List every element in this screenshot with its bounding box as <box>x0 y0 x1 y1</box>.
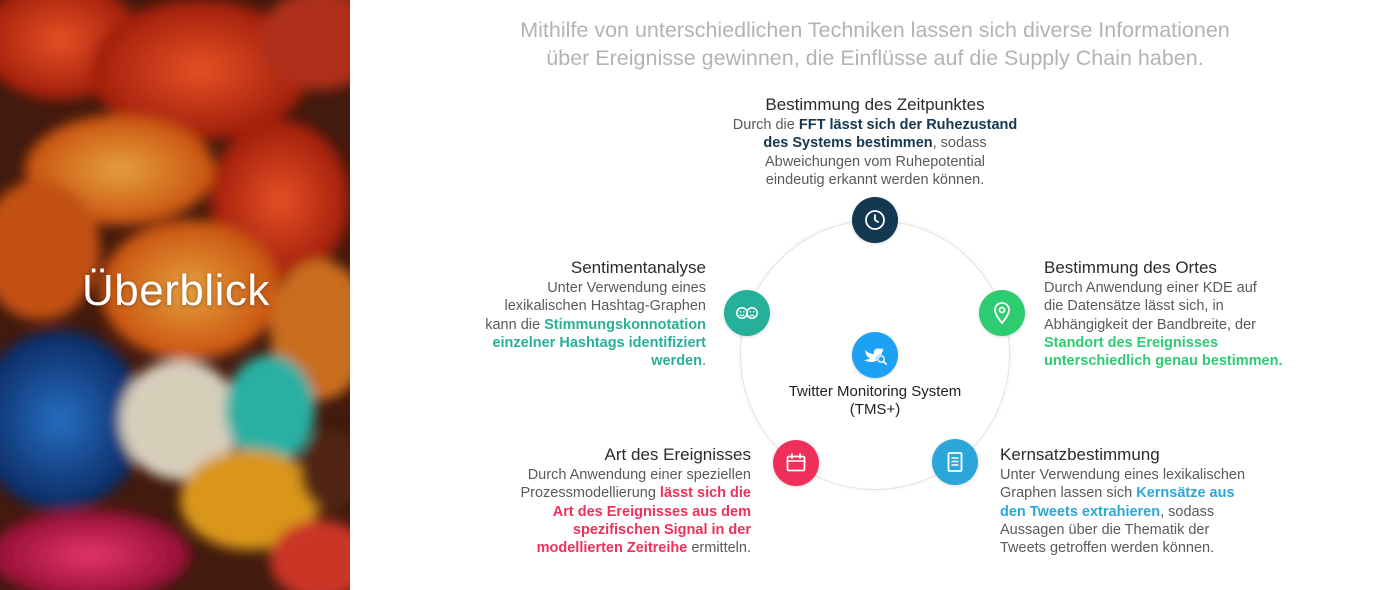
keyphrase-highlight-2: den Tweets extrahieren <box>1000 503 1161 520</box>
calendar-icon <box>783 450 809 476</box>
eventtype-title: Art des Ereignisses <box>604 445 751 464</box>
clock-icon <box>862 207 888 233</box>
center-label-line-1: Twitter Monitoring System <box>788 383 962 400</box>
happy-sad-faces-icon <box>734 300 760 326</box>
keyphrase-line-2 <box>1000 484 1300 502</box>
location-highlight-1: Standort des Ereignisses <box>1044 334 1219 351</box>
keyphrase-line-3 <box>1000 503 1300 521</box>
twitter-bird-search-icon <box>862 342 888 368</box>
sentiment-line-5b: . <box>701 353 706 370</box>
time-text-block <box>700 94 1050 189</box>
keyphrase-line-4: Aussagen über die Thematik der <box>1000 521 1210 538</box>
sentiment-title: Sentimentanalyse <box>570 258 706 277</box>
map-pin-icon <box>989 300 1015 326</box>
keyphrase-line-5: Tweets getroffen werden können. <box>1000 540 1215 557</box>
headline-line-2: über Ereignisse gewinnen, die Einflüsse auf die Supply Chain haben. <box>546 46 1204 70</box>
lantern-photo-panel <box>0 0 350 590</box>
sentiment-node <box>724 290 770 336</box>
location-node <box>979 290 1025 336</box>
eventtype-highlight-4: modellierten Zeitreihe <box>536 540 688 557</box>
sentiment-highlight-1: Stimmungskonnotation <box>544 316 706 333</box>
sentiment-text-block <box>405 257 706 370</box>
location-line-2: die Datensätze lässt sich, in <box>1044 298 1224 315</box>
location-highlight-2: unterschiedlich genau bestimmen. <box>1044 353 1283 370</box>
sentiment-line-5 <box>405 352 706 370</box>
eventtype-text-block <box>450 444 751 557</box>
time-line-1a: Durch die <box>732 117 799 133</box>
location-title: Bestimmung des Ortes <box>1044 258 1217 277</box>
sentiment-line-3a: kann die <box>485 316 545 333</box>
time-node <box>852 197 898 243</box>
keyphrase-highlight-1: Kernsätze aus <box>1136 485 1235 502</box>
time-line-3: Abweichungen vom Ruhepotential <box>764 153 986 170</box>
eventtype-node <box>773 440 819 486</box>
eventtype-highlight-2: Art des Ereignisses aus dem <box>552 503 751 520</box>
keyphrase-line-3b: , sodass <box>1160 503 1215 520</box>
time-highlight-1: FFT lässt sich der Ruhezustand <box>798 117 1018 133</box>
headline <box>450 16 1300 72</box>
time-line-4: eindeutig erkannt werden können. <box>765 171 985 188</box>
headline-line-1: Mithilfe von unterschiedlichen Techniken lassen sich diverse Informationen <box>520 18 1230 42</box>
section-title: Überblick <box>82 266 270 315</box>
sentiment-highlight-2: einzelner Hashtags identifiziert <box>492 334 706 351</box>
center-label <box>770 383 980 419</box>
sentiment-line-3 <box>405 316 706 334</box>
eventtype-line-5 <box>450 539 751 557</box>
document-icon <box>942 449 968 475</box>
center-node <box>852 332 898 378</box>
keyphrase-title: Kernsatzbestimmung <box>1000 445 1160 464</box>
sentiment-line-2: lexikalischen Hashtag-Graphen <box>504 298 706 315</box>
eventtype-line-1: Durch Anwendung einer speziellen <box>527 467 751 483</box>
location-line-1: Durch Anwendung einer KDE auf <box>1044 280 1257 296</box>
time-line-2b: , sodass <box>932 135 987 152</box>
keyphrase-node <box>932 439 978 485</box>
time-line-2 <box>700 134 1050 152</box>
time-line-1 <box>700 116 1050 134</box>
keyphrase-line-2a: Graphen lassen sich <box>1000 485 1137 502</box>
sentiment-highlight-3: werden <box>651 353 702 370</box>
keyphrase-text-block <box>1000 444 1300 557</box>
center-label-line-2: (TMS+) <box>849 401 901 418</box>
location-line-3: Abhängigkeit der Bandbreite, der <box>1044 316 1257 333</box>
keyphrase-line-1: Unter Verwendung eines lexikalischen <box>1000 467 1246 483</box>
time-title: Bestimmung des Zeitpunktes <box>765 95 985 114</box>
eventtype-line-5b: ermitteln. <box>687 540 751 557</box>
eventtype-highlight-1: lässt sich die <box>659 485 751 502</box>
eventtype-line-2a: Prozessmodellierung <box>520 485 660 502</box>
eventtype-highlight-3: spezifischen Signal in der <box>572 521 751 538</box>
location-text-block <box>1044 257 1344 370</box>
time-highlight-2: des Systems bestimmen <box>763 135 933 152</box>
sentiment-line-1: Unter Verwendung eines <box>547 280 706 296</box>
eventtype-line-2 <box>450 484 751 502</box>
